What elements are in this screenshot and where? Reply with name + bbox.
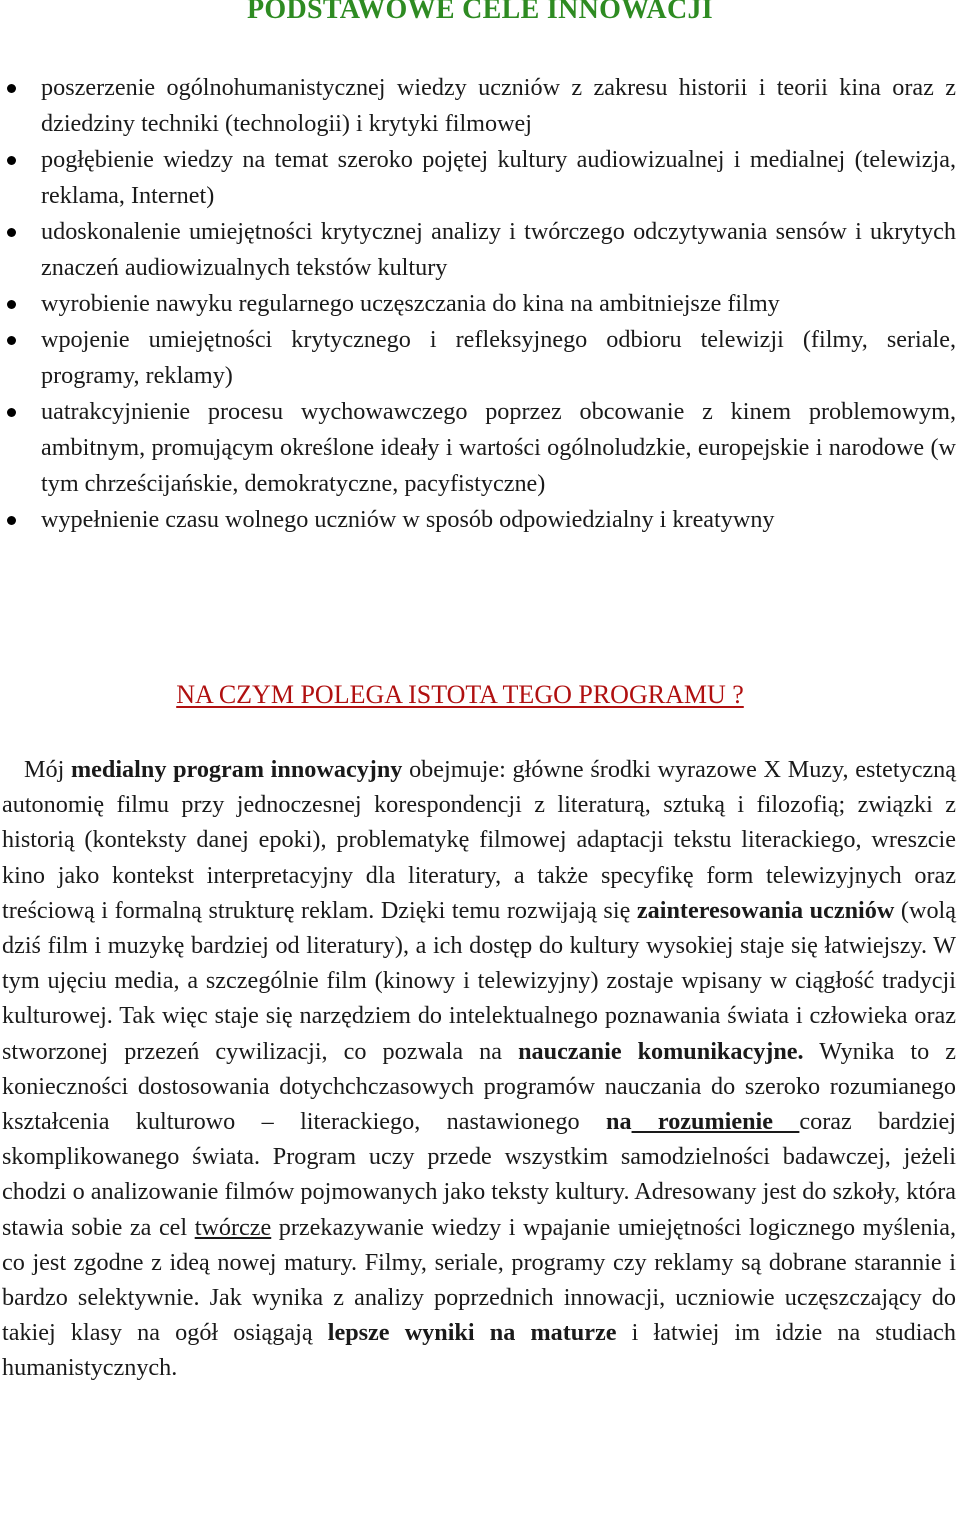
section-subtitle: NA CZYM POLEGA ISTOTA TEGO PROGRAMU ? (176, 680, 744, 709)
bold-text: lepsze wyniki na maturze (327, 1319, 617, 1347)
text-run: (wolą dziś film i muzykę bardziej od literatury), a ich dostęp do kultury wysokiej staje się łatwiejszy. W tym ujęciu media, a szczególnie film (kinowy i telewizyjny) zostaje wpisany w ciągłość tradycji kulturowej. Tak więc staje się narzędziem do intelektualnego poznawania świata i człowieka oraz stworzonej przezeń cywilizacji, co pozwala na (2, 896, 956, 1065)
section-title: PODSTAWOWE CELE INNOWACJI (247, 0, 713, 25)
list-item (0, 322, 958, 394)
text-run: Wynika to z konieczności dostosowania dotychchczasowych programów nauczania do szeroko rozumianego kształcenia kulturowo – literackiego, nastawionego (2, 1037, 957, 1136)
list-item (0, 394, 958, 502)
bold-text: na (606, 1108, 632, 1136)
text-run: i łatwiej im idzie na studiach humanistycznych. (2, 1319, 957, 1382)
list-item-text: wypełnienie czasu wolnego uczniów w sposób odpowiedzialny i kreatywny (41, 506, 775, 533)
list-item-text: wpojenie umiejętności krytycznego i refleksyjnego odbioru telewizji (filmy, seriale, programy, reklamy) (41, 326, 956, 389)
list-item (0, 70, 958, 142)
bullet-icon (7, 84, 16, 93)
list-item-text: wyrobienie nawyku regularnego uczęszczania do kina na ambitniejsze filmy (41, 290, 780, 317)
bold-text: medialny program innowacyjny (71, 756, 403, 783)
text-run: coraz bardziej skomplikowanego świata. Program uczy przede wszystkim samodzielności badawczej, jeżeli chodzi o analizowanie filmów pojmowanych jako teksty kultury. Adresowany jest do szkoły, która stawia sobie za cel (2, 1108, 956, 1241)
bullet-icon (7, 516, 16, 525)
list-item-text: udoskonalenie umiejętności krytycznej analizy i twórczego odczytywania sensów i ukrytych znaczeń audiowizualnych tekstów kultury (41, 218, 956, 281)
bullet-icon (7, 228, 16, 237)
bold-text: zainteresowania uczniów (636, 896, 895, 924)
list-item-text: poszerzenie ogólnohumanistycznej wiedzy uczniów z zakresu historii i teorii kina oraz z dziedziny techniki (technologii) i krytyki filmowej (41, 74, 956, 137)
list-item (0, 142, 958, 214)
body-paragraph (2, 752, 956, 1386)
bullet-icon (7, 336, 16, 345)
list-item (0, 214, 958, 286)
goals-list (0, 70, 958, 538)
underlined-text: twórcze (194, 1213, 272, 1241)
bullet-icon (7, 408, 16, 417)
list-item-text: pogłębienie wiedzy na temat szeroko pojętej kultury audiowizualnej i medialnej (telewizja, reklama, Internet) (41, 146, 956, 209)
text-run: obejmuje: główne środki wyrazowe X Muzy, estetyczną autonomię filmu przy jednoczesnej korespondencji z literaturą, sztuką i filozofią; związki z historią (konteksty danej epoki), problematykę filmowej adaptacji tekstu literackiego, wreszcie kino jako kontekst interpretacyjny dla literatury, a także specyfikę form telewizyjnych oraz treściową i formalną strukturę reklam. Dzięki temu rozwijają się (2, 756, 956, 924)
bold-text: nauczanie komunikacyjne. (518, 1037, 804, 1065)
text-run: przekazywanie wiedzy i wpajanie umiejętności logicznego myślenia, co jest zgodne z ideą nowej matury. Filmy, seriale, programy czy reklamy są dobrane starannie i bardzo selektywnie. Jak wynika z analizy poprzednich innowacji, uczniowie uczęszczający do takiej klasy na ogół osiągają (2, 1213, 957, 1347)
text-run: Mój (24, 756, 71, 783)
list-item-text: uatrakcyjnienie procesu wychowawczego poprzez obcowanie z kinem problemowym, ambitnym, promującym określone ideały i wartości ogólnoludzkie, europejskie i narodowe (w tym chrześcijańskie, demokratyczne, pacyfistyczne) (41, 398, 956, 497)
bold-underlined-text: rozumienie (631, 1108, 800, 1136)
list-item (0, 286, 958, 322)
bullet-icon (7, 156, 16, 165)
bullet-icon (7, 300, 16, 309)
paragraph (2, 752, 956, 1386)
list-item (0, 502, 958, 538)
